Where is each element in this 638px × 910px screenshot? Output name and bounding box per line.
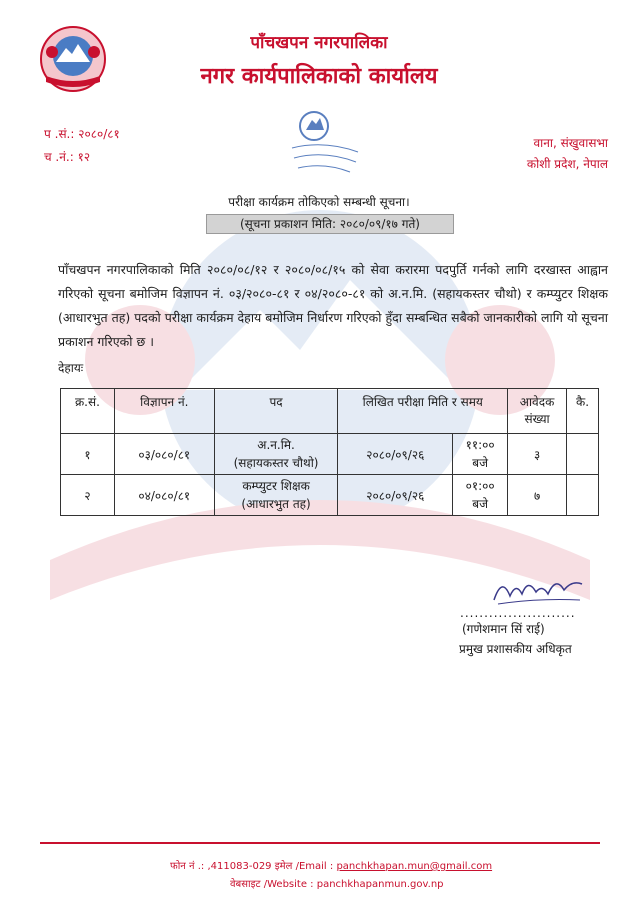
header-pad: पद bbox=[214, 389, 338, 434]
address-line-2: कोशी प्रदेश, नेपाल bbox=[526, 157, 608, 171]
header-sn: क्र.सं. bbox=[61, 389, 115, 434]
office-name: नगर कार्यपालिकाको कार्यालय bbox=[200, 64, 438, 89]
signatory-title: प्रमुख प्रशासकीय अधिकृत bbox=[459, 642, 572, 656]
table-header-row bbox=[61, 389, 599, 434]
footer-website bbox=[230, 876, 444, 890]
row-date: २०८०/०९/२६ bbox=[338, 475, 453, 516]
row-time-line2: बजे bbox=[472, 497, 489, 511]
header-date-time: लिखित परीक्षा मिति र समय bbox=[338, 389, 508, 434]
row-sn: १ bbox=[61, 434, 115, 475]
footer-contact bbox=[170, 858, 492, 872]
table-row bbox=[61, 475, 599, 516]
phone-label: फोन नं .: bbox=[170, 861, 205, 872]
row-count: ७ bbox=[508, 475, 567, 516]
office-stamp bbox=[284, 104, 364, 176]
exam-schedule-table bbox=[60, 388, 599, 516]
row-vigyapan: ०३/०८०/८१ bbox=[114, 434, 214, 475]
row-remarks bbox=[567, 475, 599, 516]
row-time-line2: बजे bbox=[472, 456, 489, 470]
header-remarks: कै. bbox=[567, 389, 599, 434]
row-pad-line2: (आधारभुत तह) bbox=[241, 497, 311, 511]
table-row bbox=[61, 434, 599, 475]
row-remarks bbox=[567, 434, 599, 475]
row-pad bbox=[214, 475, 338, 516]
handwritten-signature bbox=[488, 570, 588, 610]
address-line-1: वाना, संखुवासभा bbox=[533, 136, 608, 150]
email-label: इमेल /Email : bbox=[274, 861, 334, 872]
row-pad-line1: कम्प्युटर शिक्षक bbox=[242, 479, 310, 493]
signatory-name: (गणेशमान सिं राई) bbox=[462, 622, 545, 636]
row-vigyapan: ०४/०८०/८१ bbox=[114, 475, 214, 516]
municipality-name: पाँचखपन नगरपालिका bbox=[250, 33, 388, 53]
website-link[interactable]: panchkhapanmun.gov.np bbox=[316, 879, 444, 890]
dispatch-label: च .नं.: bbox=[44, 150, 74, 164]
row-date: २०८०/०९/२६ bbox=[338, 434, 453, 475]
phone-number: ,411083-029 bbox=[207, 861, 272, 872]
header-applicant-count: आवेदक संख्या bbox=[508, 389, 567, 434]
signature-line: ........................ bbox=[460, 606, 576, 620]
row-pad bbox=[214, 434, 338, 475]
email-link[interactable]: panchkhapan.mun@gmail.com bbox=[336, 861, 493, 872]
dispatch-number bbox=[44, 148, 90, 165]
notice-body: पाँचखपन नगरपालिकाको मिति २०८०/०८/१२ र २०८०/०८/१५ को सेवा करारमा पदपुर्ति गर्नको लागि दरखास्त आह्वान गरिएको सूचना बमोजिम विज्ञापन नं. ०३/२०८०-८१ र ०४/२०८०-८१ को अ.न.मि. (सहायकस्तर चौथो) र कम्प्युटर शिक्षक (आधारभुत तह) पदको परीक्षा कार्यक्रम देहाय बमोजिम निर्धारण गरिएको हुँदा सम्बन्धित सबैको जानकारीको लागि यो सूचना प्रकाशन गरिएको छ । bbox=[58, 262, 608, 349]
footer-divider bbox=[40, 842, 600, 844]
row-pad-line1: अ.न.मि. bbox=[257, 438, 295, 452]
website-label: वेबसाइट /Website : bbox=[230, 879, 314, 890]
row-time-line1: ०१:०० bbox=[465, 479, 495, 493]
row-time bbox=[453, 434, 508, 475]
row-count: ३ bbox=[508, 434, 567, 475]
notice-subject: परीक्षा कार्यक्रम तोकिएको सम्बन्धी सूचना। bbox=[228, 195, 410, 209]
letter-number: प .सं.: २०८०/८१ bbox=[44, 127, 120, 141]
row-sn: २ bbox=[61, 475, 115, 516]
dispatch-value: १२ bbox=[77, 150, 91, 164]
dehaya-label: देहायः bbox=[58, 361, 84, 375]
row-time bbox=[453, 475, 508, 516]
row-time-line1: ११:०० bbox=[465, 438, 495, 452]
header-vigyapan: विज्ञापन नं. bbox=[114, 389, 214, 434]
row-pad-line2: (सहायकस्तर चौथो) bbox=[233, 456, 319, 470]
publication-date: (सूचना प्रकाशन मिति: २०८०/०९/१७ गते) bbox=[206, 214, 454, 234]
